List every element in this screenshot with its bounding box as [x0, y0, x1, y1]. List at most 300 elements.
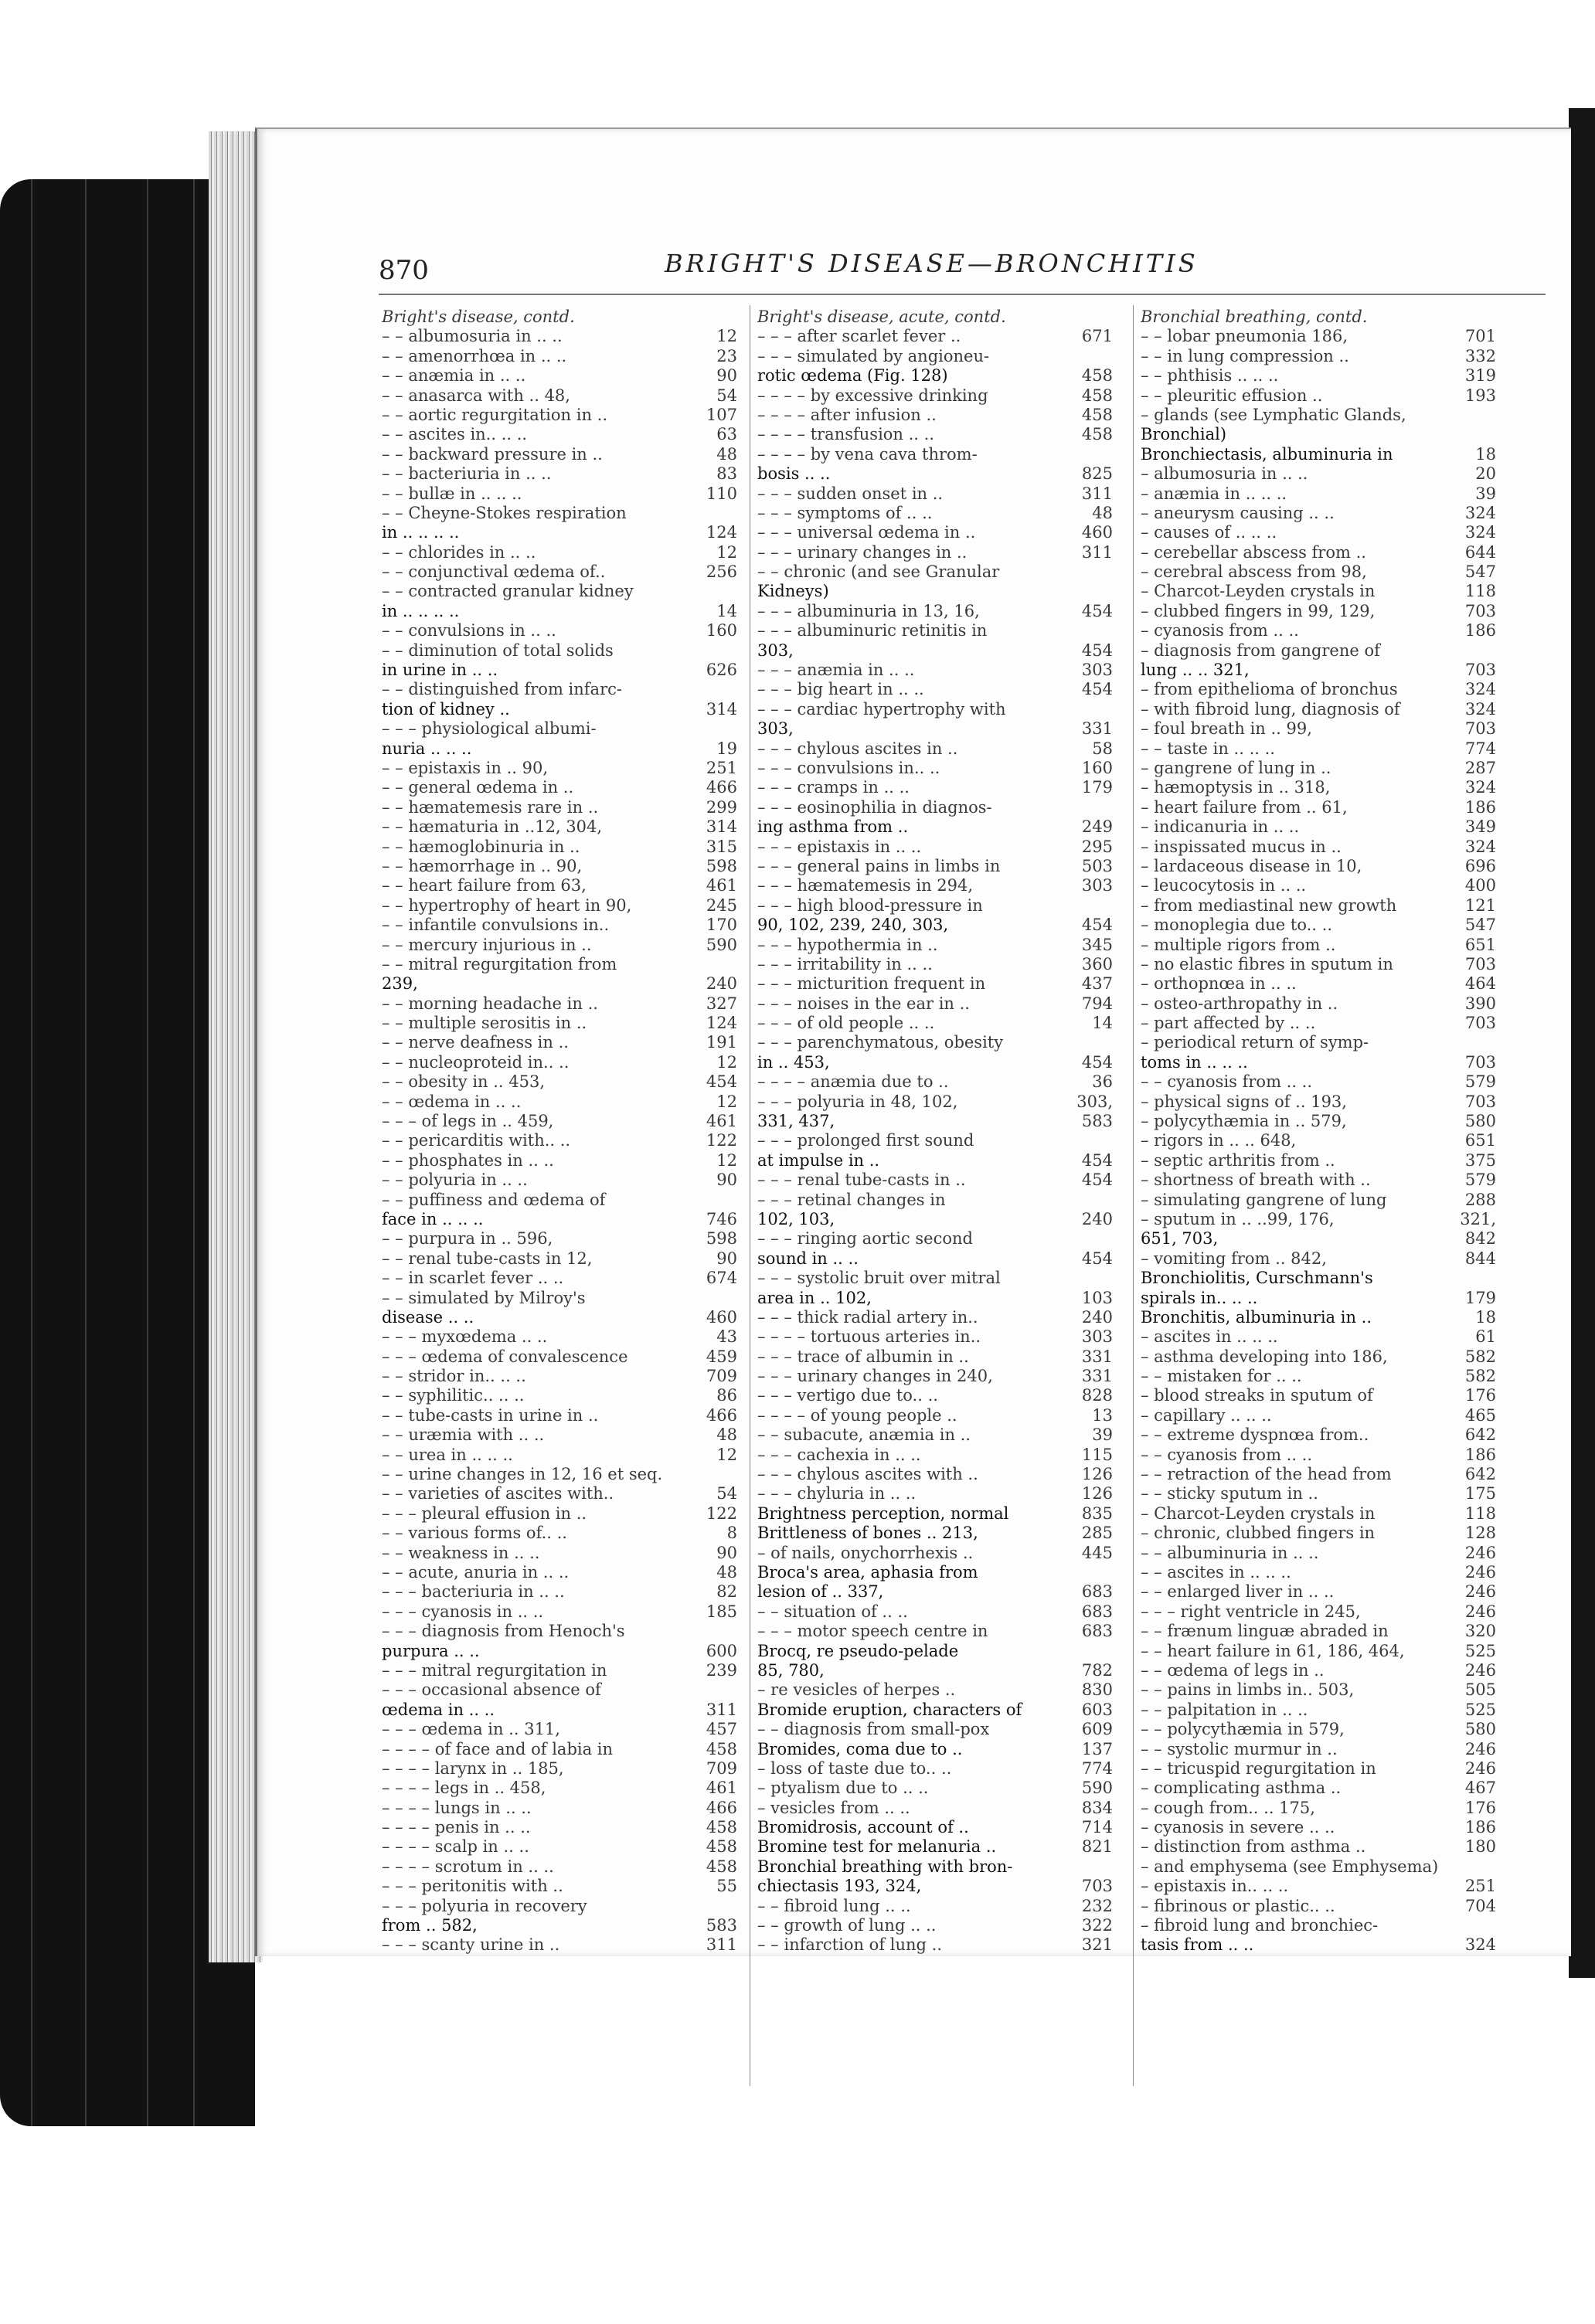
entry-page-ref: 324: [1464, 699, 1496, 719]
index-entry: [757, 1701, 1113, 1720]
entry-text: – – – after scarlet fever ..: [757, 327, 961, 346]
index-entry: [1141, 1446, 1496, 1465]
index-entry: [757, 739, 1113, 759]
entry-text: – – mistaken for .. ..: [1141, 1367, 1302, 1386]
entry-page-ref: [1108, 1269, 1113, 1288]
index-entry: [382, 1367, 737, 1386]
entry-page-ref: 232: [1081, 1896, 1113, 1915]
entry-text: – – – – larynx in .. 185,: [382, 1758, 564, 1778]
index-entry: [757, 602, 1113, 621]
entry-page-ref: [733, 1289, 737, 1308]
entry-page-ref: [1108, 1857, 1113, 1877]
index-entry: [1141, 1289, 1496, 1308]
entry-text: 239,: [382, 974, 418, 994]
index-entry: [757, 1857, 1113, 1877]
index-entry: [757, 1053, 1113, 1072]
entry-text: – – mitral regurgitation from: [382, 954, 617, 973]
entry-text: 102, 103,: [757, 1209, 835, 1228]
index-entry: [382, 1092, 737, 1112]
entry-page-ref: 23: [716, 346, 737, 365]
index-entry: [757, 1386, 1113, 1405]
index-entry: [382, 974, 737, 994]
index-entry: [382, 1857, 737, 1877]
entry-text: – – cyanosis from .. ..: [1141, 1072, 1313, 1092]
entry-text: Kidneys): [757, 582, 829, 601]
entry-text: Bromine test for melanuria ..: [757, 1837, 997, 1857]
entry-text: – – – albuminuric retinitis in: [757, 621, 988, 640]
entry-page-ref: 285: [1081, 1524, 1113, 1543]
entry-page-ref: 19: [716, 739, 737, 758]
entry-page-ref: 118: [1464, 582, 1496, 601]
entry-text: – distinction from asthma ..: [1141, 1837, 1366, 1857]
entry-text: – glands (see Lymphatic Glands,: [1141, 405, 1406, 424]
entry-text: – – obesity in .. 453,: [382, 1072, 546, 1092]
entry-page-ref: 458: [706, 1857, 737, 1876]
index-entry: [757, 1818, 1113, 1837]
entry-text: – – chronic (and see Granular: [757, 562, 1000, 582]
index-entry: [757, 1897, 1113, 1916]
index-entry: [757, 778, 1113, 797]
entry-text: – – – universal œdema in ..: [757, 523, 976, 542]
entry-page-ref: 288: [1464, 1190, 1496, 1209]
index-entry: [1141, 366, 1496, 386]
index-entry: [382, 1916, 737, 1935]
entry-text: – – bullæ in .. .. ..: [382, 484, 522, 503]
entry-page-ref: [1491, 641, 1496, 661]
index-entry: [757, 1740, 1113, 1759]
entry-text: – – weakness in .. ..: [382, 1543, 540, 1562]
entry-text: – inspissated mucus in ..: [1141, 837, 1342, 856]
entry-text: in .. 453,: [757, 1052, 830, 1072]
entry-text: – – – urinary changes in 240,: [757, 1367, 993, 1386]
index-entry: [757, 523, 1113, 542]
entry-text: – – anæmia in .. ..: [382, 366, 526, 386]
entry-text: – – – retinal changes in: [757, 1190, 946, 1209]
entry-page-ref: 590: [1081, 1779, 1113, 1798]
entry-text: – – hypertrophy of heart in 90,: [382, 895, 632, 915]
index-entry: [757, 1465, 1113, 1484]
entry-page-ref: 465: [1464, 1405, 1496, 1425]
entry-page-ref: 598: [706, 1229, 737, 1249]
entry-page-ref: 13: [1092, 1405, 1113, 1425]
index-entry: [382, 1465, 737, 1484]
index-entry: [382, 936, 737, 955]
entry-page-ref: 703: [1464, 661, 1496, 680]
index-entry: [382, 1386, 737, 1405]
entry-text: – – – – by vena cava throm-: [757, 444, 978, 464]
entry-text: – – – – scrotum in .. ..: [382, 1857, 554, 1876]
entry-page-ref: 580: [1464, 1720, 1496, 1739]
index-entry: [382, 916, 737, 935]
entry-text: – anæmia in .. .. ..: [1141, 484, 1287, 503]
entry-text: purpura .. ..: [382, 1641, 480, 1660]
index-entry: [757, 1680, 1113, 1700]
entry-page-ref: 674: [706, 1269, 737, 1288]
entry-page-ref: 324: [1464, 1935, 1496, 1955]
index-entry: [757, 1191, 1113, 1210]
entry-text: – – lobar pneumonia 186,: [1141, 327, 1348, 346]
entry-text: 85, 780,: [757, 1660, 825, 1680]
entry-text: – – polyuria in .. ..: [382, 1170, 528, 1190]
entry-page-ref: 709: [706, 1367, 737, 1386]
entry-page-ref: 505: [1464, 1680, 1496, 1700]
index-entry: [382, 1799, 737, 1818]
entry-text: 90, 102, 239, 240, 303,: [757, 916, 949, 935]
index-entry: [757, 1602, 1113, 1622]
entry-page-ref: 703: [1464, 1014, 1496, 1033]
index-entry: [757, 1092, 1113, 1112]
index-entry: [382, 1269, 737, 1288]
index-entry: [382, 1582, 737, 1602]
entry-page-ref: [733, 719, 737, 739]
entry-page-ref: 246: [1464, 1563, 1496, 1582]
entry-text: – – – polyuria in 48, 102,: [757, 1092, 958, 1111]
index-entry: [382, 1740, 737, 1759]
index-entry: [757, 425, 1113, 444]
entry-text: – – polycythæmia in 579,: [1141, 1720, 1345, 1739]
entry-text: – – contracted granular kidney: [382, 582, 634, 601]
entry-page-ref: 43: [716, 1327, 737, 1347]
index-column-2: [757, 307, 1113, 1955]
entry-text: – – taste in .. .. ..: [1141, 739, 1275, 758]
entry-page-ref: [1108, 582, 1113, 601]
entry-page-ref: 246: [1464, 1660, 1496, 1680]
entry-text: – – aortic regurgitation in ..: [382, 405, 608, 424]
entry-page-ref: 375: [1464, 1150, 1496, 1170]
running-head: BRIGHT'S DISEASE—BRONCHITIS: [665, 249, 1199, 278]
entry-page-ref: 590: [706, 935, 737, 954]
entry-text: – cerebellar abscess from ..: [1141, 542, 1366, 562]
entry-page-ref: 240: [706, 974, 737, 994]
index-entry: [757, 1759, 1113, 1779]
index-entry: [1141, 817, 1496, 837]
entry-page-ref: 454: [1081, 916, 1113, 935]
entry-text: – – palpitation in .. ..: [1141, 1700, 1308, 1719]
entry-page-ref: [1108, 700, 1113, 719]
entry-text: – and emphysema (see Emphysema): [1141, 1857, 1439, 1876]
entry-page-ref: [733, 1622, 737, 1641]
entry-page-ref: 287: [1464, 758, 1496, 777]
index-entry: [382, 857, 737, 876]
entry-text: – – – of old people .. ..: [757, 1014, 935, 1033]
entry-text: – – sticky sputum in ..: [1141, 1484, 1318, 1503]
entry-text: – cough from.. .. 175,: [1141, 1798, 1315, 1817]
entry-page-ref: [1491, 1916, 1496, 1935]
entry-text: – from epithelioma of bronchus: [1141, 680, 1398, 699]
index-entry: [1141, 1229, 1496, 1249]
entry-text: – – – – by excessive drinking: [757, 386, 988, 405]
entry-page-ref: 295: [1081, 837, 1113, 856]
index-entry: [382, 1131, 737, 1150]
entry-text: – – tube-casts in urine in ..: [382, 1405, 599, 1425]
entry-page-ref: 185: [706, 1602, 737, 1621]
entry-page-ref: 454: [1081, 1249, 1113, 1268]
index-entry: [1141, 876, 1496, 895]
entry-text: – from mediastinal new growth: [1141, 895, 1397, 915]
entry-text: – – – pleural effusion in ..: [382, 1503, 587, 1523]
index-entry: [757, 1582, 1113, 1602]
entry-text: – Charcot-Leyden crystals in: [1141, 582, 1376, 601]
index-entry: [1141, 1779, 1496, 1798]
entry-page-ref: [1108, 798, 1113, 817]
entry-page-ref: 54: [716, 1484, 737, 1503]
entry-text: – – convulsions in .. ..: [382, 621, 556, 640]
entry-text: – – – simulated by angioneu-: [757, 346, 990, 365]
index-entry: [1141, 719, 1496, 739]
entry-page-ref: 582: [1464, 1347, 1496, 1366]
index-entry: [382, 1759, 737, 1779]
index-entry: [757, 445, 1113, 464]
entry-text: – – tricuspid regurgitation in: [1141, 1758, 1376, 1778]
entry-text: 303,: [757, 719, 794, 739]
entry-text: – vomiting from .. 842,: [1141, 1249, 1327, 1268]
entry-page-ref: 86: [716, 1386, 737, 1405]
entry-text: – – – diagnosis from Henoch's: [382, 1622, 625, 1641]
entry-page-ref: 324: [1464, 503, 1496, 522]
entry-page-ref: 460: [706, 1307, 737, 1327]
entry-text: – lardaceous disease in 10,: [1141, 856, 1362, 875]
index-entry: [382, 1072, 737, 1092]
entry-page-ref: 121: [1464, 895, 1496, 915]
entry-text: Bronchial): [1141, 425, 1227, 444]
entry-page-ref: 466: [706, 1405, 737, 1425]
entry-text: – – uræmia with .. ..: [382, 1425, 545, 1445]
index-entry: [1141, 543, 1496, 562]
entry-page-ref: [1108, 307, 1113, 327]
entry-text: – – – irritability in .. ..: [757, 954, 933, 973]
entry-text: rotic œdema (Fig. 128): [757, 366, 948, 386]
index-entry: [382, 798, 737, 817]
index-entry: [1141, 1799, 1496, 1818]
index-entry: [382, 1701, 737, 1720]
entry-page-ref: 360: [1081, 954, 1113, 973]
entry-page-ref: 603: [1081, 1700, 1113, 1719]
entry-text: 651, 703,: [1141, 1229, 1219, 1249]
entry-text: – – systolic murmur in ..: [1141, 1739, 1338, 1758]
entry-text: – – backward pressure in ..: [382, 444, 603, 464]
index-entry: [1141, 1720, 1496, 1739]
entry-page-ref: 191: [706, 1033, 737, 1052]
entry-page-ref: [1108, 1191, 1113, 1210]
entry-page-ref: 90: [716, 1249, 737, 1268]
entry-text: – – – chyluria in .. ..: [757, 1484, 917, 1503]
index-entry: [1141, 1347, 1496, 1367]
entry-text: – – – ringing aortic second: [757, 1229, 973, 1249]
entry-text: – – – trace of albumin in ..: [757, 1347, 969, 1366]
entry-text: – – various forms of.. ..: [382, 1524, 567, 1543]
entry-page-ref: 180: [1464, 1837, 1496, 1857]
entry-page-ref: 714: [1081, 1818, 1113, 1837]
entry-text: – – – chylous ascites with ..: [757, 1465, 978, 1484]
index-entry: [757, 1720, 1113, 1739]
index-entry: [757, 1229, 1113, 1249]
index-entry: [382, 327, 737, 346]
entry-page-ref: 239: [706, 1660, 737, 1680]
entry-text: – – – – scalp in .. ..: [382, 1837, 529, 1857]
index-entry: [757, 1406, 1113, 1425]
entry-text: – simulating gangrene of lung: [1141, 1190, 1387, 1209]
entry-text: – cyanosis in severe .. ..: [1141, 1818, 1335, 1837]
entry-page-ref: 240: [1081, 1209, 1113, 1228]
index-entry: [1141, 347, 1496, 366]
entry-text: – clubbed fingers in 99, 129,: [1141, 601, 1376, 620]
index-entry: [757, 327, 1113, 346]
index-entry: [1141, 1818, 1496, 1837]
entry-page-ref: 193: [1464, 386, 1496, 405]
entry-text: – – – hypothermia in ..: [757, 935, 938, 954]
entry-text: face in .. .. ..: [382, 1209, 484, 1228]
entry-page-ref: 324: [1464, 523, 1496, 542]
entry-text: – leucocytosis in .. ..: [1141, 876, 1307, 895]
entry-text: – asthma developing into 186,: [1141, 1347, 1388, 1366]
index-entry: [757, 307, 1113, 327]
entry-page-ref: 12: [716, 327, 737, 346]
index-entry: [757, 1877, 1113, 1896]
entry-page-ref: [1108, 1229, 1113, 1249]
entry-text: œdema in .. ..: [382, 1700, 495, 1719]
entry-text: – – diagnosis from small-pox: [757, 1720, 990, 1739]
right-page-edge: [1569, 108, 1595, 1978]
entry-text: – – in scarlet fever .. ..: [382, 1269, 564, 1288]
index-entry: [757, 680, 1113, 699]
entry-text: – diagnosis from gangrene of: [1141, 640, 1380, 660]
entry-text: in .. .. .. ..: [382, 601, 460, 620]
entry-text: – – – anæmia in .. ..: [757, 661, 915, 680]
index-entry: [1141, 1249, 1496, 1269]
index-entry: [382, 1425, 737, 1445]
entry-page-ref: 794: [1081, 994, 1113, 1013]
index-entry: [757, 896, 1113, 916]
entry-text: – – – albuminuria in 13, 16,: [757, 601, 980, 620]
index-entry: [1141, 916, 1496, 935]
entry-page-ref: 458: [706, 1818, 737, 1837]
entry-text: – – – epistaxis in .. ..: [757, 837, 922, 856]
index-entry: [1141, 602, 1496, 621]
entry-page-ref: 821: [1081, 1837, 1113, 1857]
entry-page-ref: 39: [1092, 1425, 1113, 1445]
entry-page-ref: 12: [716, 1092, 737, 1111]
entry-text: – – phthisis .. .. ..: [1141, 366, 1279, 386]
entry-text: – – enlarged liver in .. ..: [1141, 1582, 1335, 1602]
index-entry: [757, 661, 1113, 680]
index-entry: [1141, 1602, 1496, 1622]
entry-page-ref: [1491, 1857, 1496, 1877]
entry-text: – septic arthritis from ..: [1141, 1150, 1335, 1170]
entry-page-ref: 642: [1464, 1425, 1496, 1445]
entry-text: – – cyanosis from .. ..: [1141, 1445, 1313, 1464]
index-entry: [1141, 386, 1496, 406]
index-entry: [1141, 974, 1496, 994]
entry-text: – ascites in .. .. ..: [1141, 1327, 1278, 1347]
entry-text: – – retraction of the head from: [1141, 1465, 1392, 1484]
entry-page-ref: 179: [1464, 1288, 1496, 1307]
index-entry: [757, 1033, 1113, 1052]
index-entry: [1141, 582, 1496, 601]
entry-text: – – – parenchymatous, obesity: [757, 1033, 1004, 1052]
entry-page-ref: [1491, 1269, 1496, 1288]
entry-page-ref: 55: [716, 1877, 737, 1896]
entry-page-ref: 467: [1464, 1779, 1496, 1798]
index-entry: [1141, 1916, 1496, 1935]
entry-page-ref: 327: [706, 994, 737, 1013]
entry-page-ref: 651: [1464, 935, 1496, 954]
index-entry: [1141, 739, 1496, 759]
index-entry: [1141, 1151, 1496, 1170]
entry-page-ref: 321,: [1460, 1209, 1496, 1228]
index-entry: [757, 1935, 1113, 1955]
index-entry: [757, 386, 1113, 406]
entry-page-ref: [733, 1897, 737, 1916]
index-entry: [1141, 504, 1496, 523]
entry-text: – heart failure from .. 61,: [1141, 797, 1348, 817]
entry-text: – – chlorides in .. ..: [382, 542, 536, 562]
entry-text: – – heart failure from 63,: [382, 876, 587, 895]
entry-page-ref: [733, 1191, 737, 1210]
entry-page-ref: 746: [706, 1209, 737, 1228]
index-entry: [1141, 1544, 1496, 1563]
index-entry: [382, 445, 737, 464]
entry-page-ref: 642: [1464, 1465, 1496, 1484]
index-entry: [757, 1131, 1113, 1150]
entry-page-ref: 583: [706, 1916, 737, 1935]
entry-text: – – – symptoms of .. ..: [757, 503, 933, 522]
entry-text: – – – cachexia in .. ..: [757, 1445, 921, 1464]
entry-page-ref: 458: [706, 1837, 737, 1857]
index-entry: [1141, 1092, 1496, 1112]
index-entry: [1141, 1582, 1496, 1602]
index-entry: [757, 719, 1113, 739]
index-entry: [757, 1347, 1113, 1367]
entry-page-ref: 503: [1081, 856, 1113, 875]
index-entry: [757, 504, 1113, 523]
entry-text: – – – right ventricle in 245,: [1141, 1602, 1361, 1621]
index-entry: [757, 1269, 1113, 1288]
index-entry: [382, 425, 737, 444]
entry-page-ref: 160: [706, 621, 737, 640]
entry-page-ref: 18: [1475, 444, 1496, 464]
index-entry: [1141, 641, 1496, 661]
entry-text: – – – mitral regurgitation in: [382, 1660, 607, 1680]
entry-page-ref: 311: [1081, 542, 1113, 562]
entry-page-ref: 311: [706, 1935, 737, 1955]
entry-text: – – – renal tube-casts in ..: [757, 1170, 966, 1190]
entry-text: – – growth of lung .. ..: [757, 1916, 937, 1935]
index-entry: [1141, 1269, 1496, 1288]
entry-text: – – – sudden onset in ..: [757, 484, 944, 503]
index-entry: [757, 1642, 1113, 1661]
entry-page-ref: 61: [1475, 1327, 1496, 1347]
entry-text: – – – cyanosis in .. ..: [382, 1602, 544, 1621]
index-entry: [382, 562, 737, 582]
entry-page-ref: 240: [1081, 1307, 1113, 1327]
entry-page-ref: 103: [1081, 1288, 1113, 1307]
index-entry: [1141, 445, 1496, 464]
entry-text: – – nerve deafness in ..: [382, 1033, 569, 1052]
entry-page-ref: 20: [1475, 464, 1496, 484]
index-entry: [1141, 1406, 1496, 1425]
index-entry: [382, 1563, 737, 1582]
entry-text: tasis from .. ..: [1141, 1935, 1254, 1955]
entry-page-ref: 322: [1081, 1916, 1113, 1935]
entry-page-ref: 454: [1081, 680, 1113, 699]
entry-text: – – – general pains in limbs in: [757, 856, 1001, 875]
entry-page-ref: 454: [1081, 640, 1113, 660]
entry-text: – – epistaxis in .. 90,: [382, 758, 549, 777]
index-entry: [382, 602, 737, 621]
entry-text: – – fibroid lung .. ..: [757, 1896, 911, 1915]
entry-page-ref: 12: [716, 542, 737, 562]
index-entry: [382, 1249, 737, 1269]
